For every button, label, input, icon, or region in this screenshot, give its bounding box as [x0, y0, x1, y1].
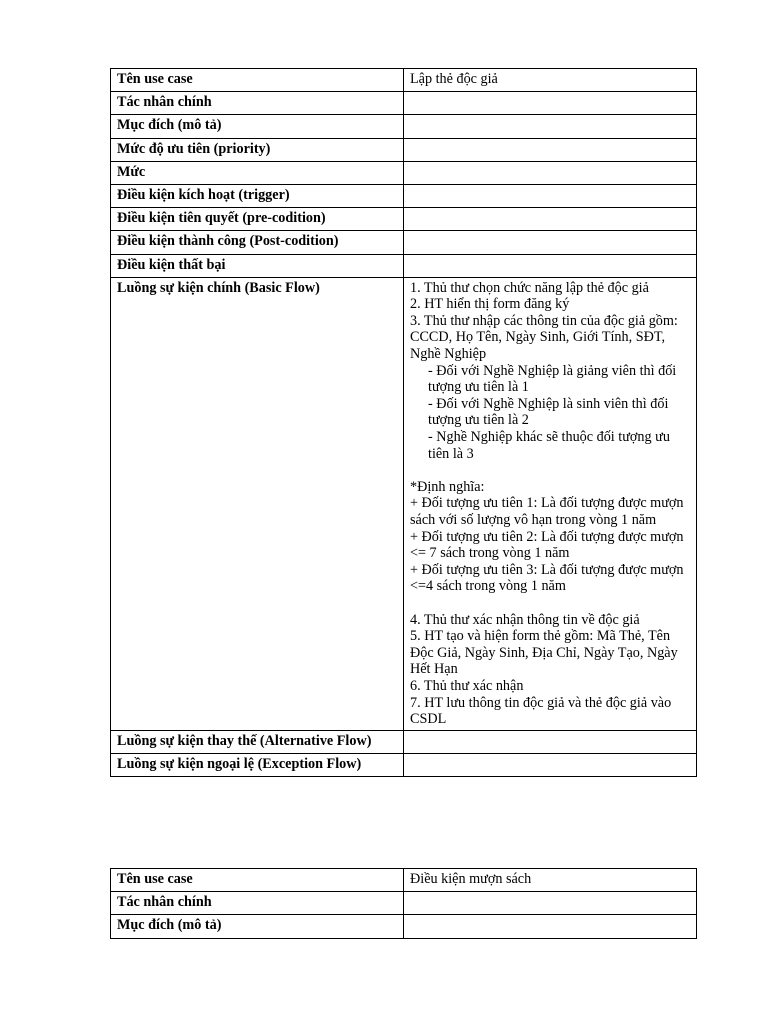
row-label: Điều kiện kích hoạt (trigger)	[111, 184, 404, 207]
row-label: Điều kiện thành công (Post-codition)	[111, 231, 404, 254]
flow-line: 3. Thủ thư nhập các thông tin của độc giả gồm: CCCD, Họ Tên, Ngày Sinh, Giới Tính, SĐT, Nghề Nghiệp	[410, 312, 678, 363]
row-value	[404, 915, 697, 938]
table-row-basic-flow	[111, 277, 697, 730]
row-value: Lập thẻ độc giả	[404, 69, 697, 92]
basic-flow-label: Luồng sự kiện chính (Basic Flow)	[111, 277, 404, 730]
row-label: Tác nhân chính	[111, 92, 404, 115]
row-value	[404, 892, 697, 915]
table-row	[111, 92, 697, 115]
use-case-table-dieu-kien-muon-sach	[110, 868, 697, 939]
table-row	[111, 161, 697, 184]
table-row	[111, 892, 697, 915]
table-row	[111, 184, 697, 207]
row-label: Mục đích (mô tả)	[111, 915, 404, 938]
row-value	[404, 115, 697, 138]
row-label: Luồng sự kiện ngoại lệ (Exception Flow)	[111, 753, 404, 776]
row-value	[404, 92, 697, 115]
basic-flow-steps	[404, 277, 697, 730]
flow-line: 7. HT lưu thông tin độc giả và thẻ độc giả vào CSDL	[410, 694, 672, 728]
use-case-table-lap-the-doc-gia	[110, 68, 697, 777]
row-value	[404, 753, 697, 776]
flow-line: 1. Thủ thư chọn chức năng lập thẻ độc giả	[410, 279, 649, 296]
table-row	[111, 69, 697, 92]
row-value	[404, 138, 697, 161]
flow-line: + Đối tượng ưu tiên 1: Là đối tượng được mượn sách với số lượng vô hạn trong vòng 1 năm	[410, 495, 684, 528]
row-label: Mục đích (mô tả)	[111, 115, 404, 138]
flow-line: - Nghề Nghiệp khác sẽ thuộc đối tượng ưu tiên là 3	[428, 429, 670, 462]
table-row	[111, 730, 697, 753]
table-row	[111, 753, 697, 776]
flow-line: + Đối tượng ưu tiên 3: Là đối tượng được mượn <=4 sách trong vòng 1 năm	[410, 561, 684, 595]
row-label: Mức	[111, 161, 404, 184]
table-row	[111, 138, 697, 161]
row-value	[404, 231, 697, 254]
row-value	[404, 184, 697, 207]
row-label: Điều kiện tiên quyết (pre-codition)	[111, 208, 404, 231]
table-row	[111, 254, 697, 277]
table-row	[111, 869, 697, 892]
flow-line: 6. Thủ thư xác nhận	[410, 677, 524, 694]
row-label: Luồng sự kiện thay thế (Alternative Flow)	[111, 730, 404, 753]
flow-line: - Đối với Nghề Nghiệp là sinh viên thì đối tượng ưu tiên là 2	[428, 395, 669, 429]
table-row	[111, 915, 697, 938]
row-label: Tác nhân chính	[111, 892, 404, 915]
row-label: Mức độ ưu tiên (priority)	[111, 138, 404, 161]
blank-line	[410, 462, 690, 479]
row-value: Điều kiện mượn sách	[404, 869, 697, 892]
row-value	[404, 254, 697, 277]
table-row	[111, 231, 697, 254]
row-value	[404, 208, 697, 231]
flow-line: + Đối tượng ưu tiên 2: Là đối tượng được mượn <= 7 sách trong vòng 1 năm	[410, 528, 684, 562]
flow-line: 2. HT hiển thị form đăng ký	[410, 296, 570, 313]
flow-line: *Định nghĩa:	[410, 478, 485, 495]
flow-line: - Đối với Nghề Nghiệp là giảng viên thì đối tượng ưu tiên là 1	[428, 362, 677, 396]
table-row	[111, 208, 697, 231]
flow-line: 5. HT tạo và hiện form thẻ gồm: Mã Thẻ, Tên Độc Giả, Ngày Sinh, Địa Chỉ, Ngày Tạo, Ngày Hết Hạn	[410, 628, 678, 678]
row-label: Tên use case	[111, 869, 404, 892]
row-value	[404, 730, 697, 753]
row-value	[404, 161, 697, 184]
blank-line	[410, 595, 690, 612]
row-label: Điều kiện thất bại	[111, 254, 404, 277]
flow-line: 4. Thủ thư xác nhận thông tin về độc giả	[410, 611, 640, 628]
row-label: Tên use case	[111, 69, 404, 92]
table-row	[111, 115, 697, 138]
